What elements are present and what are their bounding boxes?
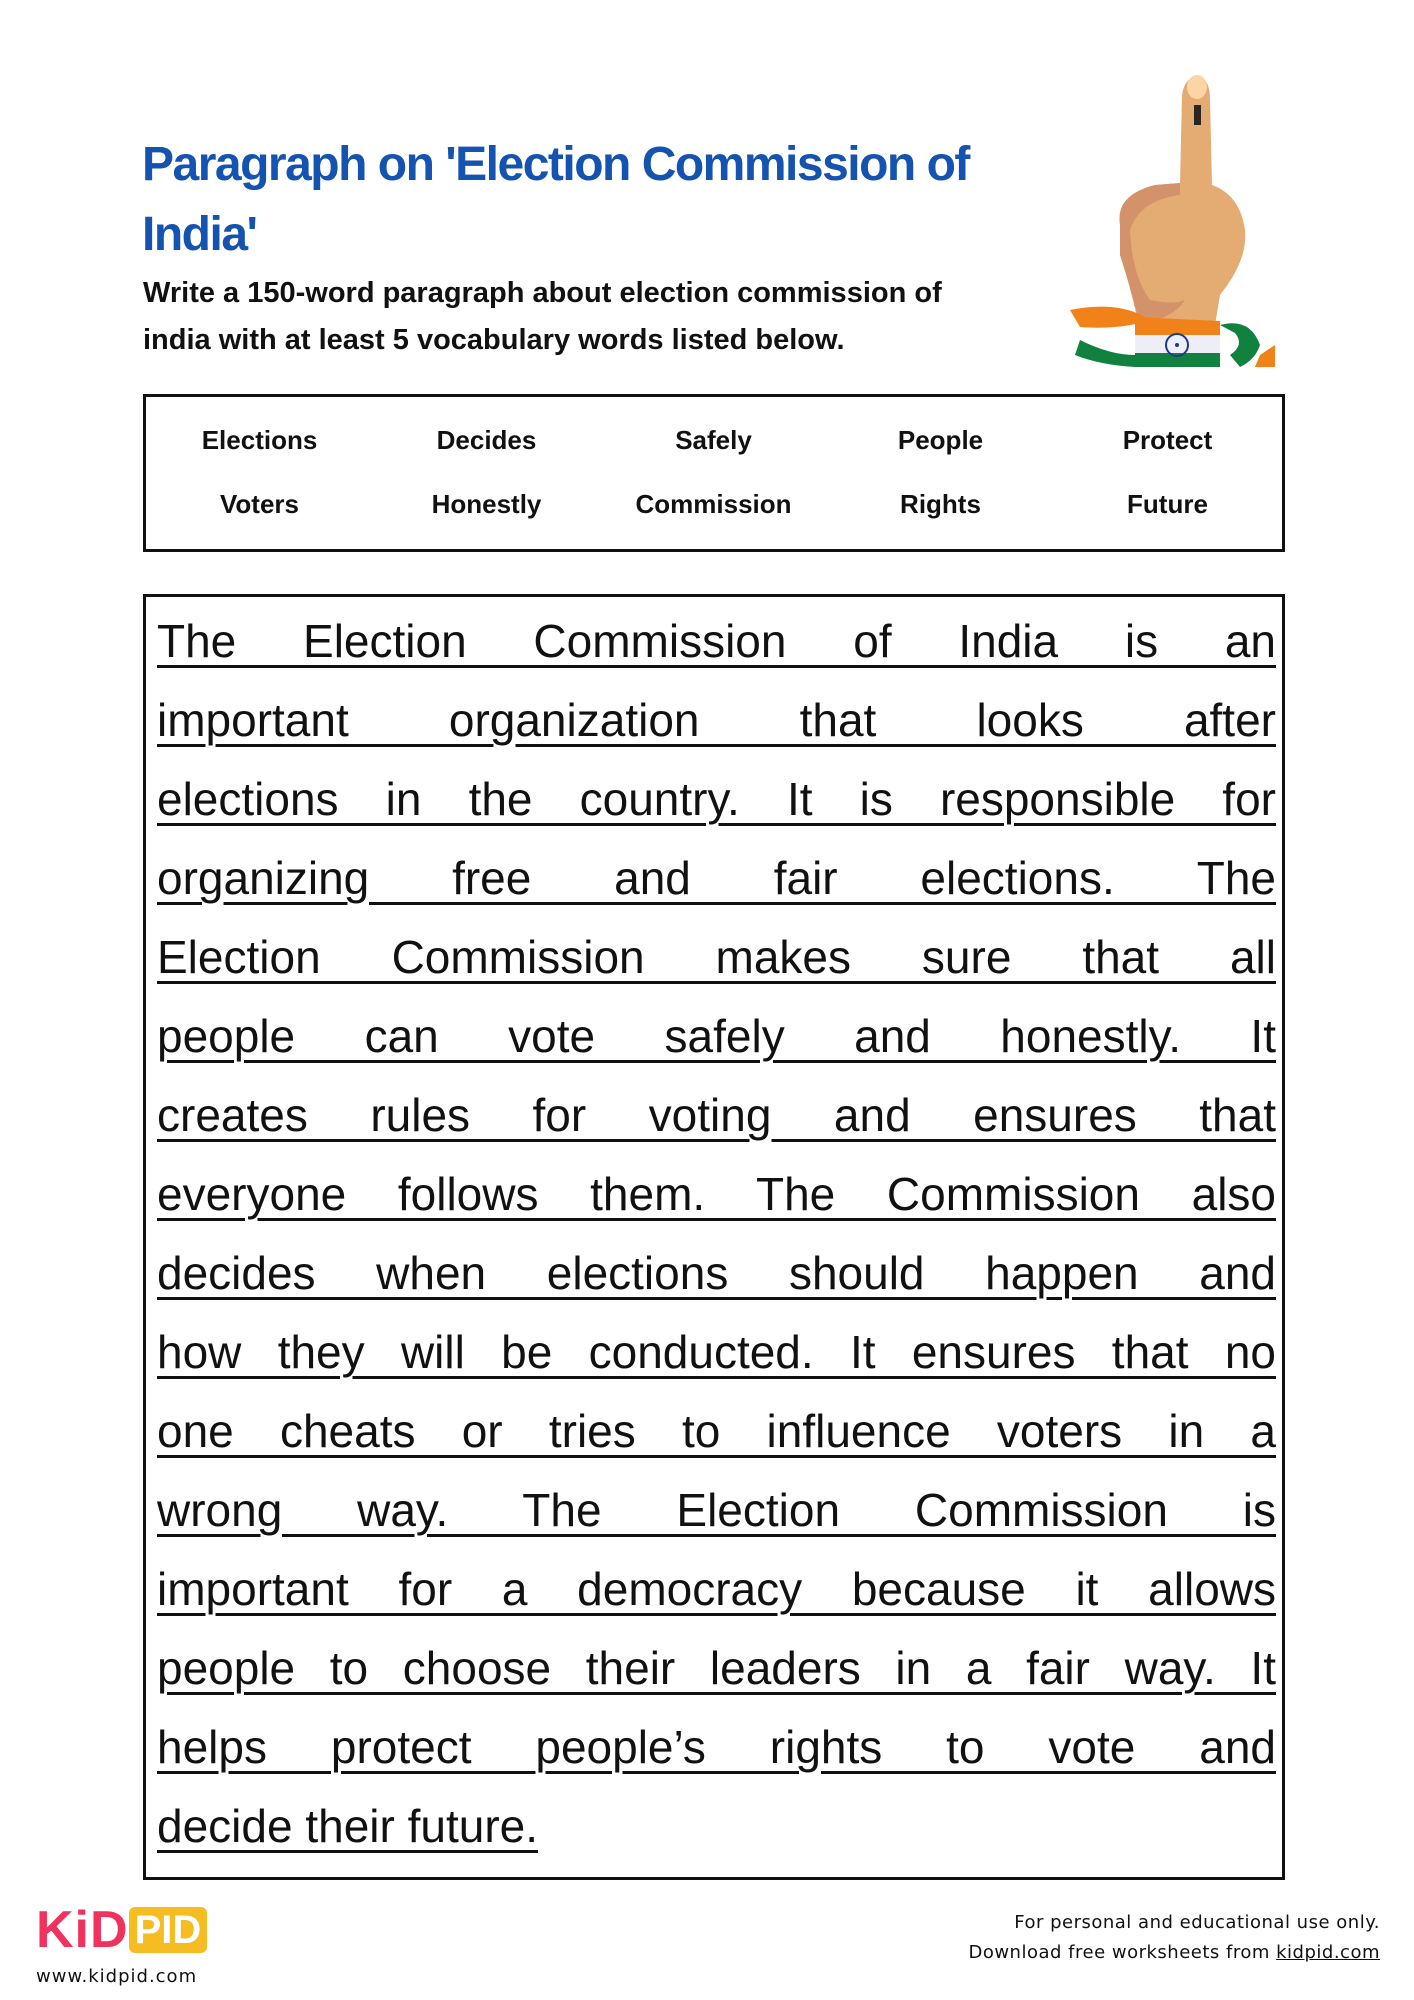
paragraph-line: decides when elections should happen and <box>157 1247 1276 1299</box>
instructions: Write a 150-word paragraph about election commission of india with at least 5 vocabulary words listed below. <box>143 277 942 356</box>
paragraph-line: elections in the country. It is responsible for <box>157 773 1276 825</box>
vocab-word: Commission <box>635 489 792 519</box>
voting-finger-icon <box>1060 55 1280 375</box>
paragraph-line: helps protect people’s rights to vote and <box>157 1721 1276 1773</box>
paragraph-line: how they will be conducted. It ensures that no <box>157 1326 1276 1378</box>
vocab-word: Voters <box>220 489 299 519</box>
paragraph-line: important organization that looks after <box>157 694 1276 746</box>
vocabulary-box <box>143 394 1285 552</box>
download-note: Download free worksheets from kidpid.com <box>968 1942 1380 1963</box>
paragraph-line: wrong way. The Election Commission is <box>157 1484 1276 1536</box>
paragraph-line: people can vote safely and honestly. It <box>157 1010 1276 1062</box>
vocab-word: Future <box>1127 489 1208 519</box>
site-url: www.kidpid.com <box>36 1966 198 1987</box>
vocabulary-row <box>146 425 1282 456</box>
kidpid-logo: KiD PID <box>36 1900 207 1960</box>
paragraph-line: The Election Commission of India is an <box>157 615 1276 667</box>
paragraph-line: decide their future. <box>157 1800 539 1852</box>
paragraph-line: people to choose their leaders in a fair way. It <box>157 1642 1276 1694</box>
paragraph-line: Election Commission makes sure that all <box>157 931 1276 983</box>
vocab-word: Protect <box>1122 425 1213 455</box>
vocab-word: Honestly <box>431 489 542 519</box>
vocab-word: Safely <box>675 425 752 455</box>
paragraph-line: organizing free and fair elections. The <box>157 852 1276 904</box>
paragraph-line: important for a democracy because it allows <box>157 1563 1276 1615</box>
vocab-word: Rights <box>900 489 981 519</box>
vocabulary-row <box>146 489 1282 520</box>
paragraph-box <box>143 594 1285 1880</box>
paragraph-line: everyone follows them. The Commission also <box>157 1168 1276 1220</box>
paragraph-line: one cheats or tries to influence voters in a <box>157 1405 1276 1457</box>
vocab-word: Elections <box>201 425 318 455</box>
page-title: Paragraph on 'Election Commission of India' <box>142 138 969 261</box>
vocab-word: Decides <box>436 425 537 455</box>
paragraph-line: creates rules for voting and ensures that <box>157 1089 1276 1141</box>
usage-note: For personal and educational use only. <box>1014 1912 1380 1933</box>
kidpid-link[interactable]: kidpid.com <box>1276 1942 1380 1963</box>
vocab-word: People <box>897 425 984 455</box>
